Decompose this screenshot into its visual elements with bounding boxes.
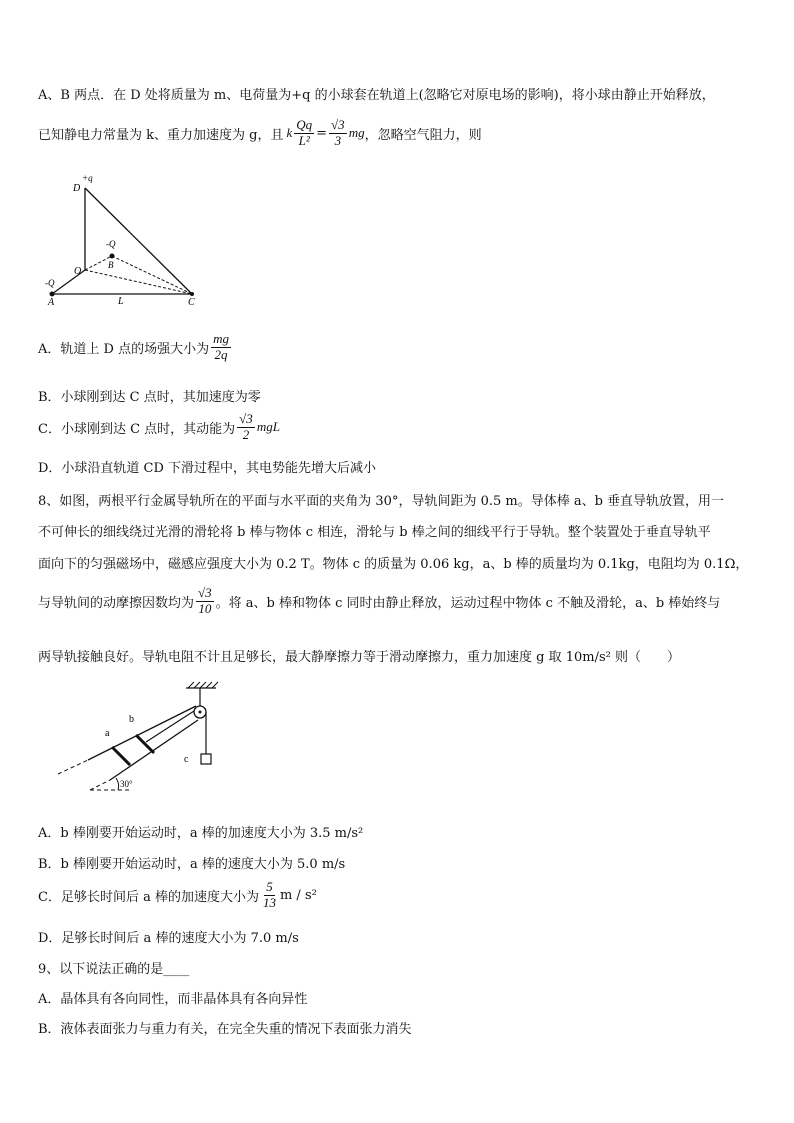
lower-rail: [110, 720, 198, 780]
q8-stem-line3: 面向下的匀强磁场中，磁感应强度大小为 0.2 T。物体 c 的质量为 0.06 kg，a、b 棒的质量均为 0.1kg，电阻均为 0.1Ω，: [38, 557, 749, 572]
q7-option-C-mgl: mgL: [256, 419, 280, 435]
q7-option-A-text: A．轨道上 D 点的场强大小为: [38, 341, 210, 357]
q8-stem-line4-end: 。将 a、b 棒和物体 c 同时由静止释放，运动过程中物体 c 不触及滑轮，a、b 棒始终与: [215, 595, 721, 611]
label-c: c: [184, 754, 189, 765]
q7-stem-line2-end: ，忽略空气阻力，则: [364, 127, 482, 143]
charge-B-dot: [110, 254, 115, 259]
bar-b: [136, 735, 154, 753]
q7-option-C-text: C．小球刚到达 C 点时，其动能为: [38, 421, 236, 437]
q7-option-B[interactable]: B．小球刚到达 C 点时，其加速度为零: [38, 390, 261, 405]
q8-stem-line2: 不可伸长的细线绕过光滑的滑轮将 b 棒与物体 c 相连，滑轮与 b 棒之间的细线平行于导轨。整个装置处于垂直导轨平: [38, 525, 711, 540]
q9-option-B[interactable]: B．液体表面张力与重力有关，在完全失重的情况下表面张力消失: [38, 1022, 412, 1037]
q7-option-A-fraction: [211, 332, 231, 363]
upper-rail-dashed: [58, 760, 88, 774]
angle-arc: [116, 778, 119, 790]
pulley-center: [199, 711, 202, 714]
q7-option-D[interactable]: D．小球沿直轨道 CD 下滑过程中，其电势能先增大后减小: [38, 461, 377, 476]
q8-option-C-text: C．足够长时间后 a 棒的加速度大小为: [38, 889, 259, 905]
label-D: D: [73, 183, 81, 194]
q7-option-A-numerator: mg: [213, 331, 229, 346]
track-DC: [85, 188, 192, 294]
q7-fraction-denominator: L²: [298, 132, 310, 148]
q8-option-C-unit: m / s²: [279, 887, 317, 903]
q8-rails-figure: [50, 680, 230, 795]
q7-stem-line2-text: 已知静电力常量为 k、重力加速度为 g，且: [38, 127, 284, 143]
q7-triangle-figure: [38, 170, 208, 310]
q7-option-A-denominator: 2q: [214, 346, 228, 362]
q8-stem-line1: 8、如图，两根平行金属导轨所在的平面与水平面的夹角为 30°，导轨间距为 0.5 m。导体棒 a、b 垂直导轨放置，用一: [38, 494, 725, 509]
ceiling-hatch: [188, 682, 218, 688]
q7-option-A[interactable]: [38, 332, 233, 363]
label-plus-q: +q: [82, 173, 93, 183]
q8-option-C-fraction: [261, 880, 278, 911]
q8-option-B[interactable]: B．b 棒刚要开始运动时，a 棒的速度大小为 5.0 m/s: [38, 857, 346, 872]
q8-stem-line4-text: 与导轨间的动摩擦因数均为: [38, 595, 195, 611]
point-C-dot: [190, 292, 194, 296]
lower-rail-dashed: [90, 780, 110, 790]
q8-option-C-numerator: 5: [266, 879, 273, 894]
q7-fraction-qq-l2: [294, 118, 314, 149]
block-c: [201, 754, 211, 764]
label-b: b: [129, 714, 134, 725]
q8-option-C-denominator: 13: [262, 894, 276, 910]
q7-fraction2-numerator: √3: [331, 117, 345, 132]
string-b-to-pulley: [146, 711, 194, 742]
q7-equals: =: [316, 125, 328, 141]
dashed-OC: [85, 270, 192, 294]
label-a: a: [105, 728, 110, 739]
q8-option-D[interactable]: D．足够长时间后 a 棒的速度大小为 7.0 m/s: [38, 931, 299, 946]
q8-friction-fraction: [196, 586, 214, 617]
q7-option-C[interactable]: [38, 412, 280, 443]
q8-stem-line4: [38, 586, 720, 617]
q8-option-A[interactable]: A．b 棒刚要开始运动时，a 棒的加速度大小为 3.5 m/s²: [38, 826, 364, 841]
label-C: C: [188, 297, 195, 308]
q7-fraction-numerator: Qq: [296, 117, 313, 132]
bar-a: [112, 747, 130, 765]
label-minus-Q-A: -Q: [45, 278, 55, 288]
q7-option-C-numerator: √3: [239, 411, 253, 426]
q7-option-C-fraction: [237, 412, 255, 443]
q8-stem-line5: 两导轨接触良好。导轨电阻不计且足够长，最大静摩擦力等于滑动摩擦力，重力加速度 g 取 10m/s² 则（ ）: [38, 650, 680, 665]
q7-option-C-denominator: 2: [242, 426, 250, 442]
label-minus-Q-B: -Q: [106, 239, 116, 249]
q8-friction-numerator: √3: [198, 585, 212, 600]
q9-stem: 9、以下说法正确的是____: [38, 962, 190, 977]
q8-option-C[interactable]: [38, 880, 317, 911]
label-B: B: [108, 260, 114, 270]
dashed-BC: [112, 256, 192, 294]
label-angle: 30°: [120, 779, 133, 789]
charge-A-dot: [50, 292, 55, 297]
label-O: O: [74, 266, 82, 277]
q7-mg: mg: [348, 125, 365, 141]
q7-fraction-root3-over-3: [329, 118, 347, 149]
q7-stem-line2: [38, 118, 482, 149]
q7-fraction2-denominator: 3: [334, 132, 342, 148]
q7-stem-line1: A、B 两点．在 D 处将质量为 m、电荷量为+q 的小球套在轨道上(忽略它对原电场的影响)，将小球由静止开始释放，: [38, 88, 715, 103]
q9-option-A[interactable]: A．晶体具有各向同性，而非晶体具有各向异性: [38, 992, 308, 1007]
q8-friction-denominator: 10: [198, 600, 212, 616]
q7-k-symbol: k: [286, 125, 293, 141]
label-A: A: [48, 297, 55, 308]
label-L: L: [118, 296, 124, 307]
